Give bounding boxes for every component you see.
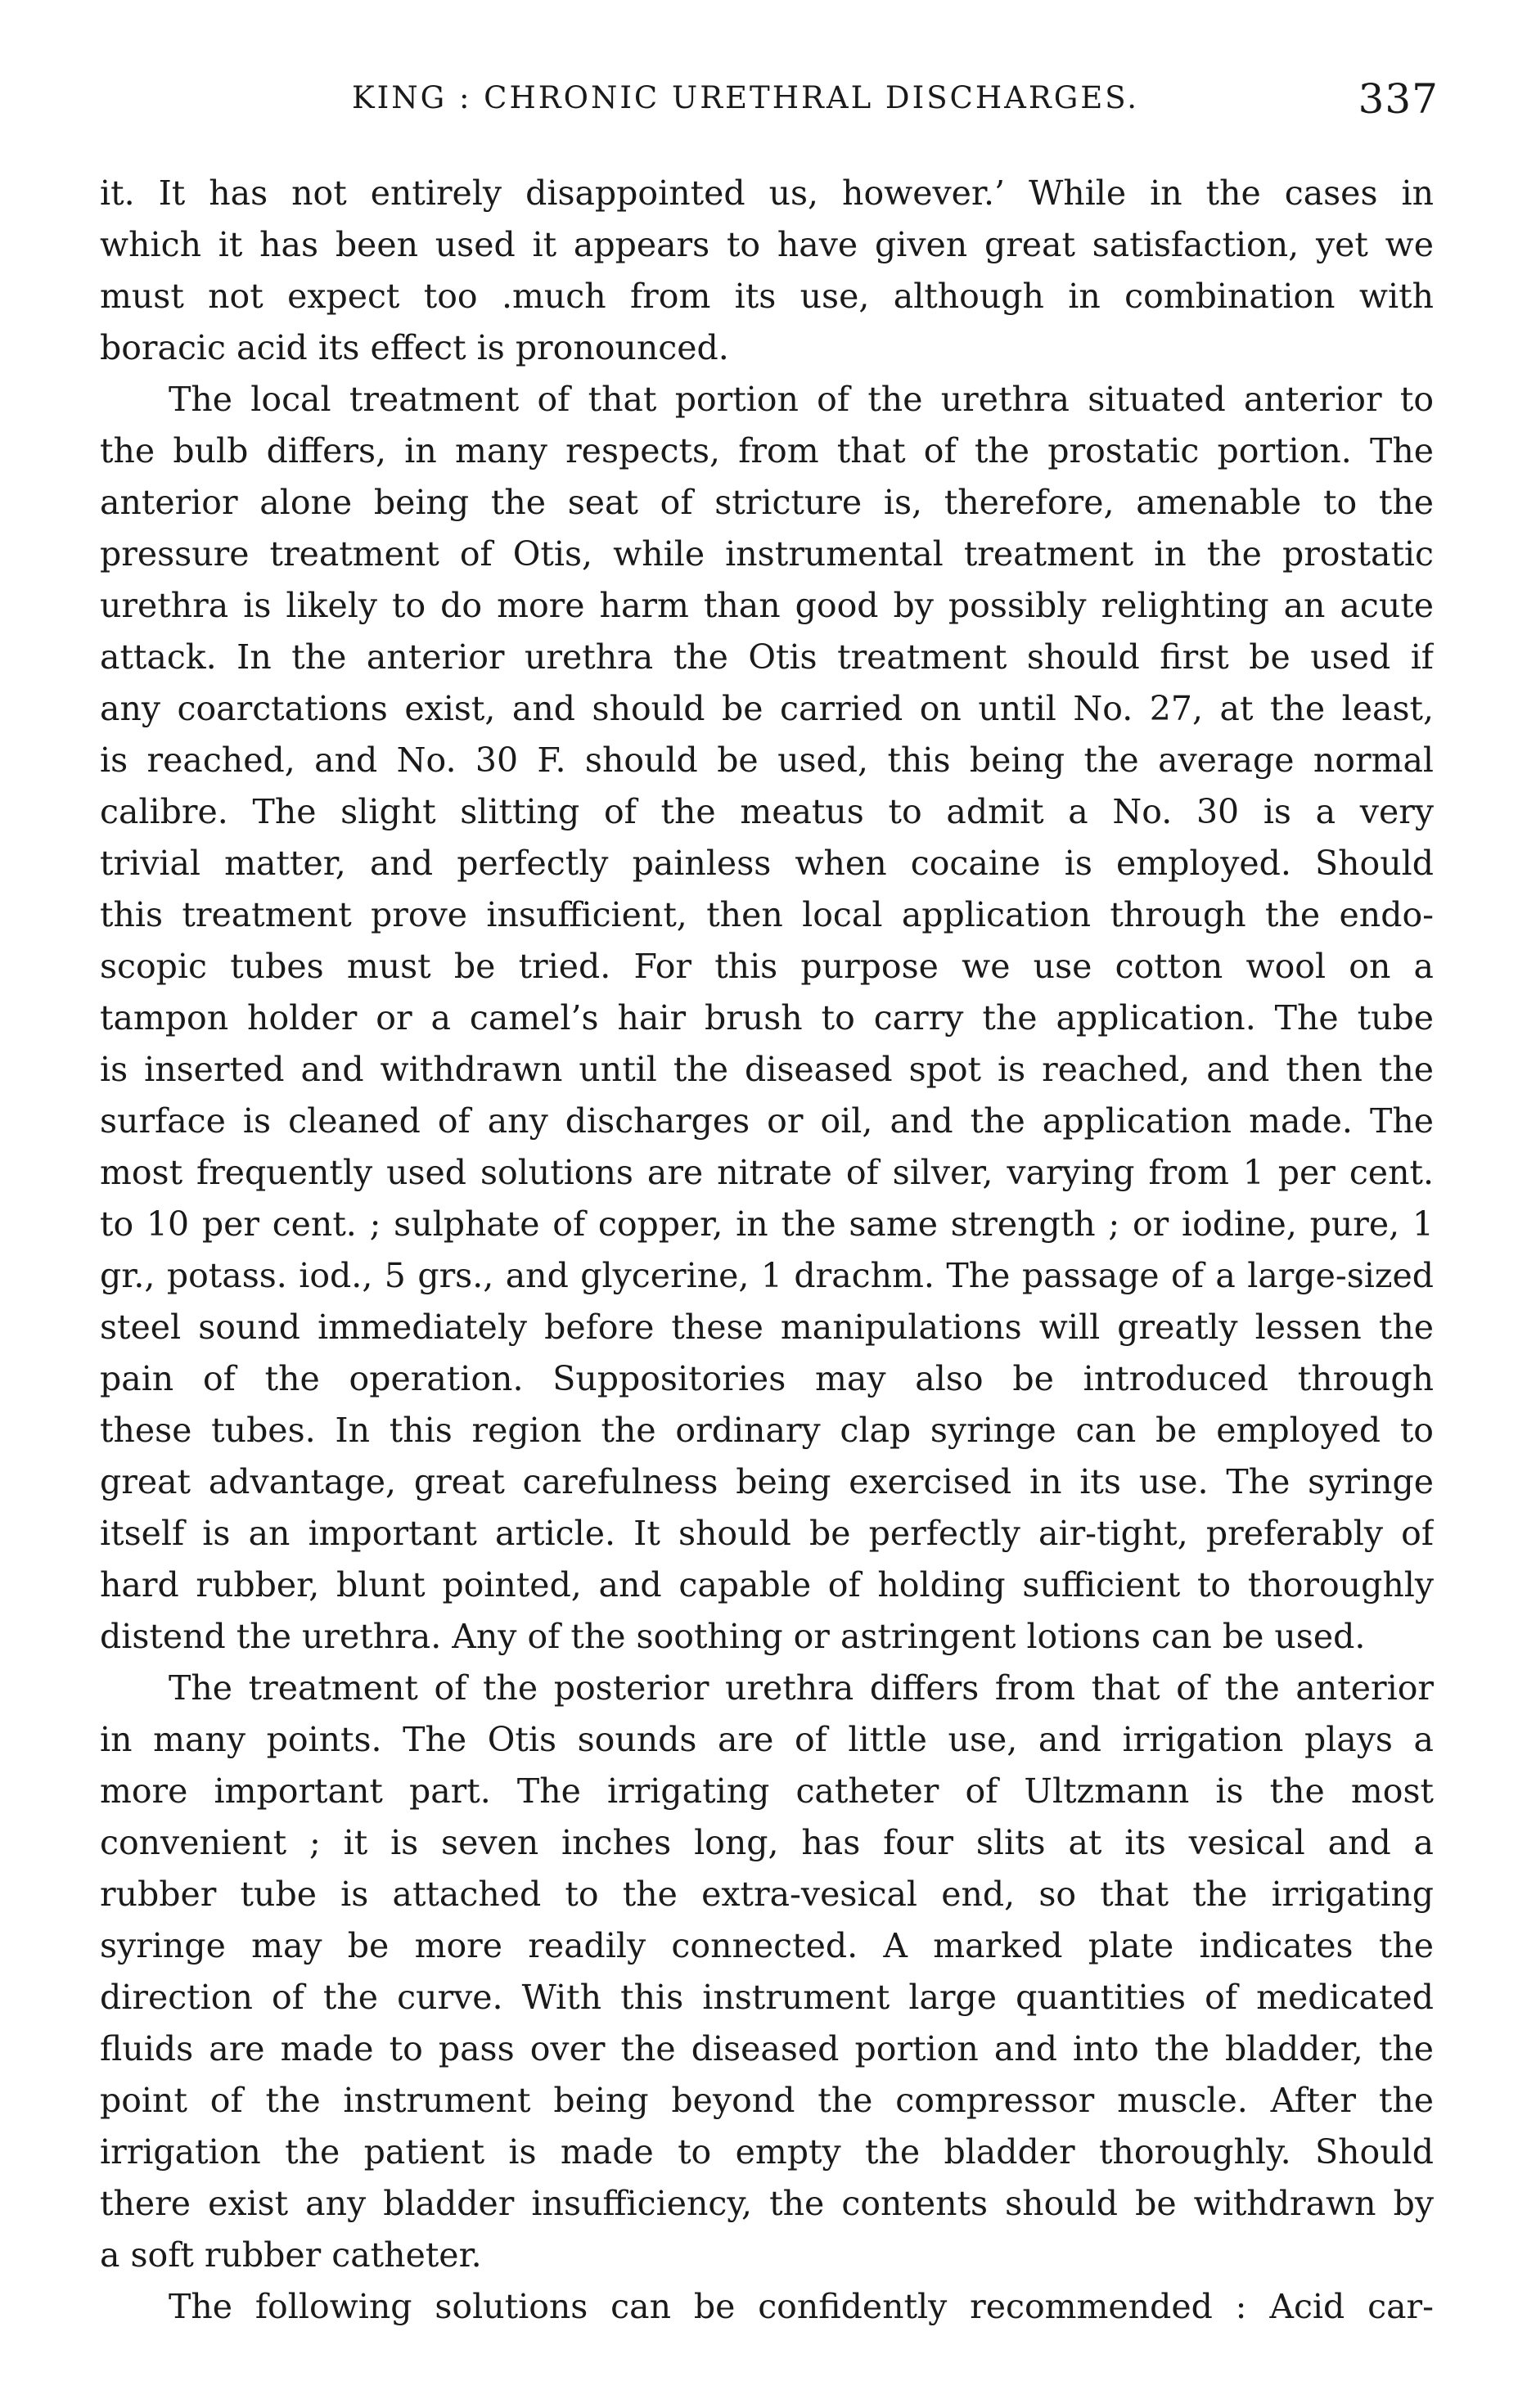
text-line: anterior alone being the seat of stricture is, therefore, amenable to the xyxy=(100,483,1434,522)
running-head xyxy=(188,75,1448,133)
text-line: any coarctations exist, and should be carried on until No. 27, at the least, xyxy=(100,689,1434,728)
text-line: scopic tubes must be tried. For this purpose we use cotton wool on a xyxy=(100,947,1434,986)
text-line: boracic acid its effect is pronounced. xyxy=(100,328,729,367)
text-line: must not expect too .much from its use, although in combination with xyxy=(100,277,1434,316)
text-line: a soft rubber catheter. xyxy=(100,2235,482,2275)
text-line: in many points. The Otis sounds are of little use, and irrigation plays a xyxy=(100,1720,1434,1759)
text-line: more important part. The irrigating catheter of Ultzmann is the most xyxy=(100,1771,1434,1811)
text-line: the bulb differs, in many respects, from that of the prostatic portion. The xyxy=(100,431,1434,470)
text-line: syringe may be more readily connected. A marked plate indicates the xyxy=(100,1926,1434,1965)
text-line: pressure treatment of Otis, while instrumental treatment in the prostatic xyxy=(100,534,1434,574)
text-line: is reached, and No. 30 F. should be used, this being the average normal xyxy=(100,740,1434,780)
text-line: steel sound immediately before these manipulations will greatly lessen the xyxy=(100,1308,1434,1347)
text-line: great advantage, great carefulness being exercised in its use. The syringe xyxy=(100,1462,1434,1501)
text-line: calibre. The slight slitting of the meatus to admit a No. 30 is a very xyxy=(100,792,1434,831)
text-line: itself is an important article. It should be perfectly air-tight, preferably of xyxy=(100,1514,1434,1553)
text-line: fluids are made to pass over the diseased portion and into the bladder, the xyxy=(100,2029,1434,2068)
text-line: tampon holder or a camel’s hair brush to carry the application. The tube xyxy=(100,998,1434,1037)
text-line: attack. In the anterior urethra the Otis treatment should first be used if xyxy=(100,637,1434,677)
text-line: trivial matter, and perfectly painless when cocaine is employed. Should xyxy=(100,844,1434,883)
paragraph xyxy=(100,374,1434,1663)
text-line: urethra is likely to do more harm than good by possibly relighting an acute xyxy=(100,586,1434,625)
text-line: it. It has not entirely disappointed us, however.’ While in the cases in xyxy=(100,173,1434,213)
body-text xyxy=(100,168,1434,2333)
text-line: irrigation the patient is made to empty the bladder thoroughly. Should xyxy=(100,2132,1434,2172)
paragraph xyxy=(100,168,1434,374)
text-line: this treatment prove insufficient, then local application through the endo- xyxy=(100,895,1434,934)
text-line: these tubes. In this region the ordinary clap syringe can be employed to xyxy=(100,1411,1434,1450)
text-line: to 10 per cent. ; sulphate of copper, in the same strength ; or iodine, pure, 1 xyxy=(100,1204,1434,1244)
paragraph xyxy=(100,1663,1434,2281)
text-line: which it has been used it appears to have given great satisfaction, yet we xyxy=(100,225,1434,264)
running-title: KING : CHRONIC URETHRAL DISCHARGES. xyxy=(352,80,1140,115)
text-line: surface is cleaned of any discharges or oil, and the application made. The xyxy=(100,1101,1434,1141)
text-line: point of the instrument being beyond the compressor muscle. After the xyxy=(100,2081,1434,2120)
text-line: direction of the curve. With this instrument large quantities of medicated xyxy=(100,1978,1434,2017)
text-line: convenient ; it is seven inches long, has four slits at its vesical and a xyxy=(100,1823,1434,1862)
text-line: The treatment of the posterior urethra differs from that of the anterior xyxy=(169,1668,1434,1708)
text-line: hard rubber, blunt pointed, and capable of holding sufficient to thoroughly xyxy=(100,1565,1434,1605)
text-line: pain of the operation. Suppositories may also be introduced through xyxy=(100,1359,1434,1398)
paragraph xyxy=(100,2281,1434,2333)
text-line: there exist any bladder insufficiency, the contents should be withdrawn by xyxy=(100,2184,1434,2223)
page-number: 337 xyxy=(1358,75,1439,123)
text-line: gr., potass. iod., 5 grs., and glycerine, 1 drachm. The passage of a large-sized xyxy=(100,1256,1434,1295)
text-line: rubber tube is attached to the extra-vesical end, so that the irrigating xyxy=(100,1875,1434,1914)
text-line: is inserted and withdrawn until the diseased spot is reached, and then the xyxy=(100,1050,1434,1089)
text-line: distend the urethra. Any of the soothing or astringent lotions can be used. xyxy=(100,1617,1366,1656)
text-line: The local treatment of that portion of the urethra situated anterior to xyxy=(169,380,1434,419)
text-line: The following solutions can be confidently recommended : Acid car- xyxy=(169,2287,1434,2326)
text-line: most frequently used solutions are nitrate of silver, varying from 1 per cent. xyxy=(100,1153,1434,1192)
